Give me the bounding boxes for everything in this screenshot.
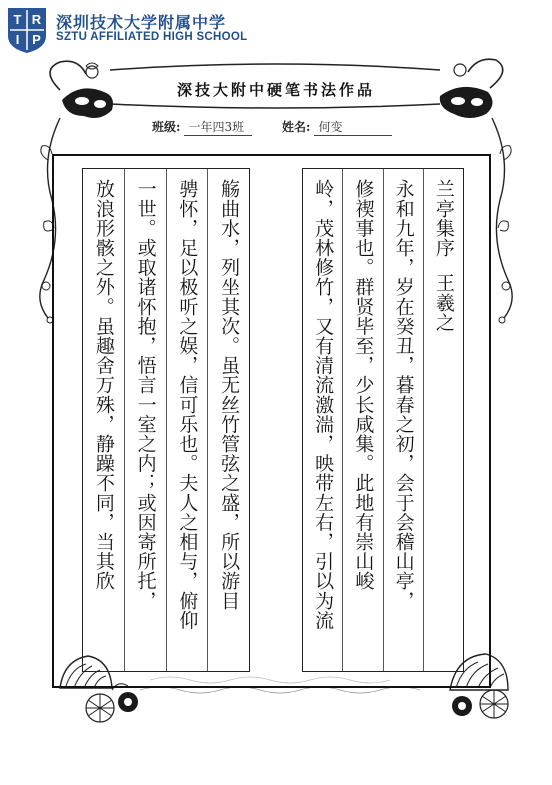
poem-author: 王羲之 [432, 273, 455, 333]
school-logo-icon [6, 6, 48, 54]
text-column-content: 放浪形骸之外。虽趣舍万殊，静躁不同，当其欣 [92, 179, 115, 591]
name-field [282, 118, 392, 136]
logo-letter: I [15, 32, 20, 47]
name-label: 姓名: [282, 120, 311, 134]
logo-letter: T [13, 12, 22, 27]
text-column [383, 169, 423, 671]
sheet-title: 深技大附中硬笔书法作品 [176, 81, 375, 99]
text-column [124, 169, 166, 671]
text-column-content: 修禊事也。群贤毕至，少长咸集。此地有崇山峻 [352, 179, 375, 591]
school-name-en: SZTU AFFILIATED HIGH SCHOOL [56, 31, 248, 43]
text-column [303, 169, 342, 671]
class-value: 一年四3班 [184, 118, 252, 136]
text-column-content: 岭，茂林修竹，又有清流激湍，映带左右，引以为流 [312, 179, 335, 630]
school-name-cn: 深圳技术大学附属中学 [56, 13, 227, 32]
logo-letter: P [32, 32, 41, 47]
name-value: 何变 [314, 118, 392, 136]
title-column [423, 169, 463, 671]
text-column [83, 169, 124, 671]
left-text-panel [82, 168, 250, 672]
text-column-content: 永和九年，岁在癸丑，暮春之初，会于会稽山亭， [392, 179, 415, 611]
text-column [166, 169, 208, 671]
text-column-content: 觞曲水，列坐其次。虽无丝竹管弦之盛，所以游目 [218, 179, 241, 611]
class-label: 班级: [152, 120, 181, 134]
text-column [207, 169, 249, 671]
text-column [342, 169, 382, 671]
text-column-content: 一世。或取诸怀抱，悟言一室之内；或因寄所托， [134, 179, 157, 611]
class-field [152, 118, 252, 136]
right-text-panel [302, 168, 464, 672]
poem-title: 兰亭集序 [432, 179, 455, 258]
text-column-content: 骋怀，足以极听之娱，信可乐也。夫人之相与，俯仰 [176, 179, 199, 630]
logo-letter: R [31, 12, 42, 27]
